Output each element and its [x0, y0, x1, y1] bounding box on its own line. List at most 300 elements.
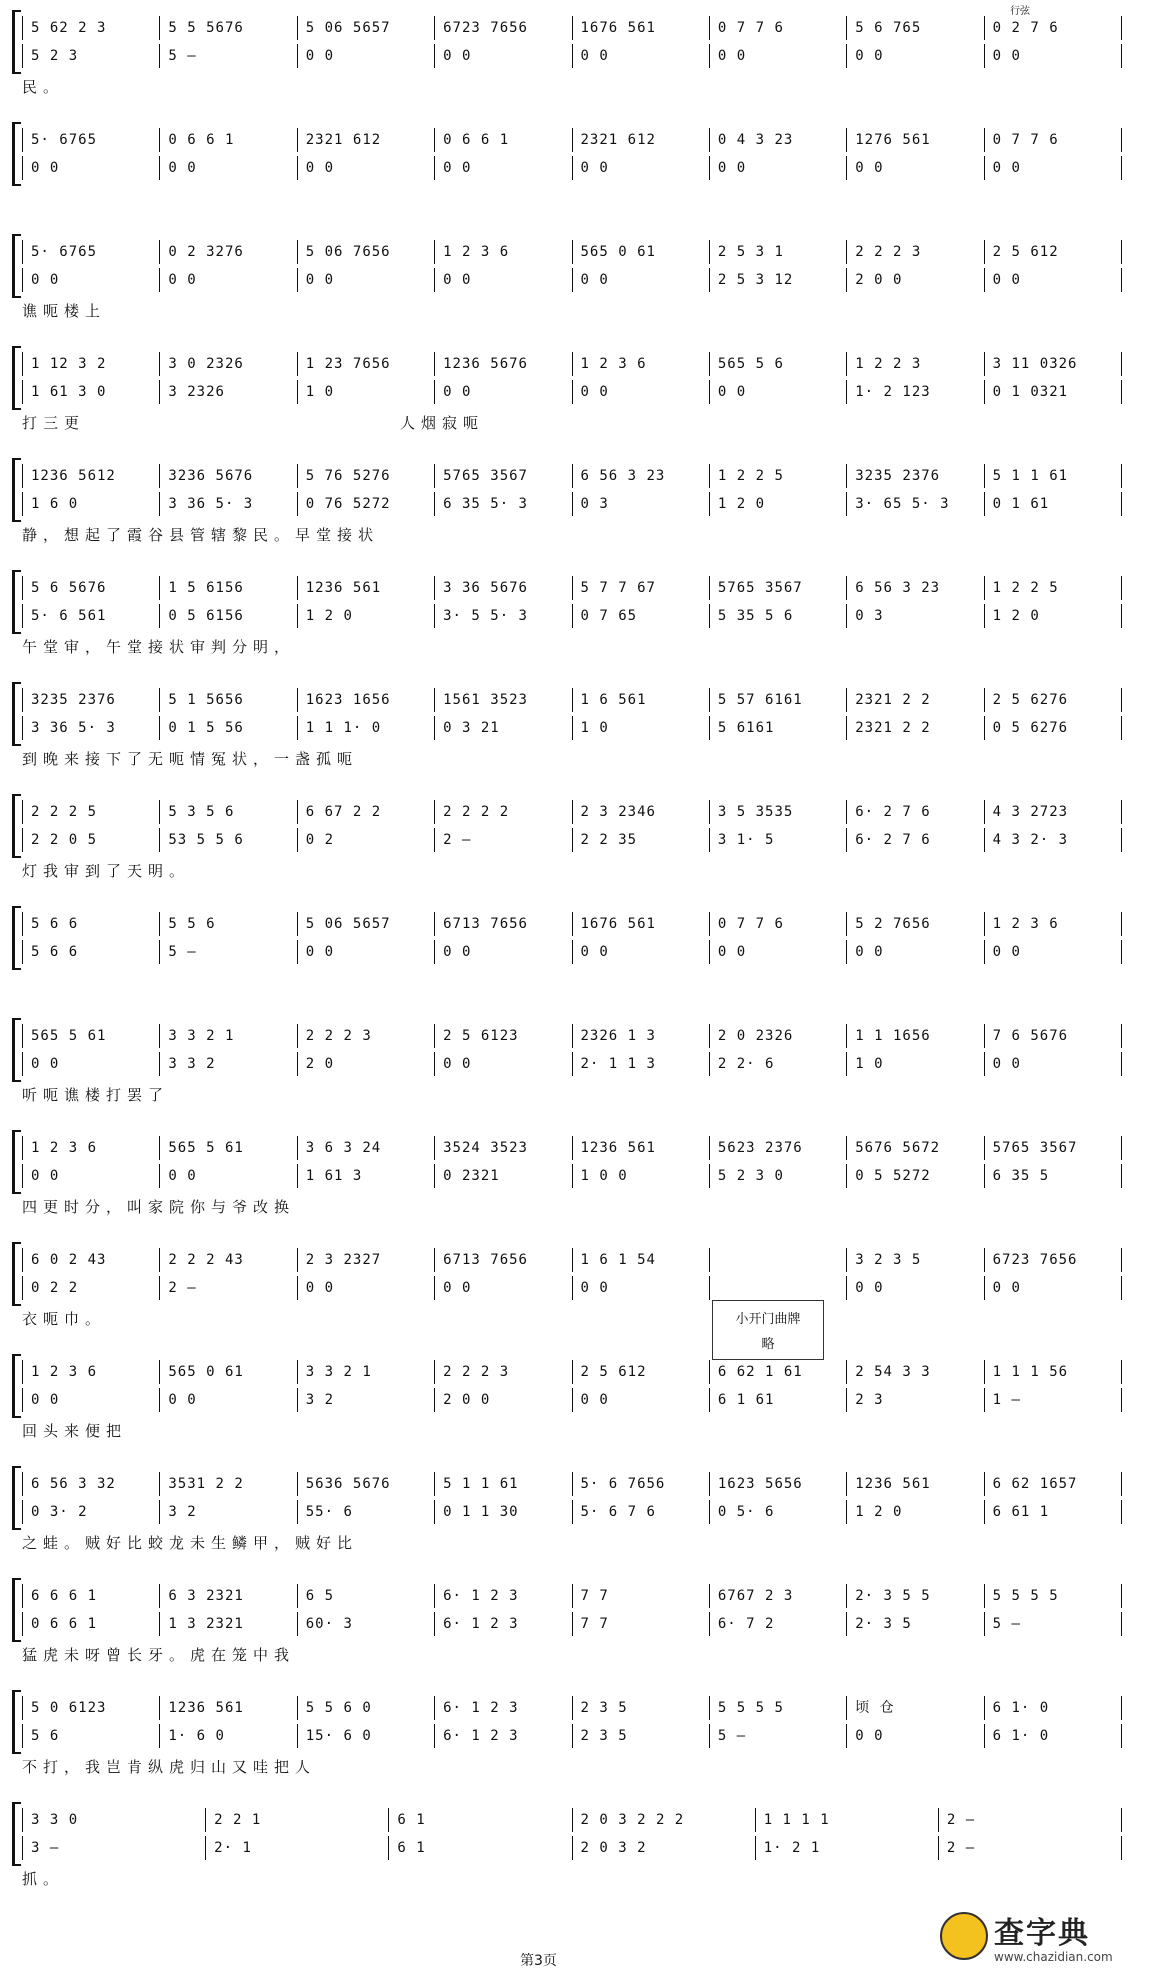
measure: 0 0 [298, 940, 435, 964]
system-brace [12, 346, 21, 410]
lyrics-line: 之蛙。贼好比蛟龙未生鳞甲，贼好比 [22, 1534, 359, 1552]
measure: 1 2 0 [298, 604, 435, 628]
measure: 2 0 2326 [710, 1024, 847, 1048]
staff-system [22, 1130, 1122, 1216]
measure: 0 0 [435, 156, 572, 180]
measure: 6· 1 2 3 [435, 1724, 572, 1748]
measure: 2 3 5 [573, 1696, 710, 1720]
measure: 5· 6765 [23, 128, 160, 152]
measure: 2 2 1 [206, 1808, 389, 1832]
measure: 2321 612 [298, 128, 435, 152]
measure: 1 1 1656 [847, 1024, 984, 1048]
measure: 0 0 [847, 1276, 984, 1300]
measure: 1 61 3 0 [23, 380, 160, 404]
measure: 0 0 [573, 268, 710, 292]
measure: 2 54 3 3 [847, 1360, 984, 1384]
melody-line [22, 1808, 1122, 1832]
measure: 2 2 2 3 [298, 1024, 435, 1048]
measure: 5 1 1 61 [435, 1472, 572, 1496]
measure: 1561 3523 [435, 688, 572, 712]
measure: 1236 561 [847, 1472, 984, 1496]
vocal-line [22, 1612, 1122, 1636]
measure: 5 3 5 6 [160, 800, 297, 824]
measure: 1 3 2321 [160, 1612, 297, 1636]
measure: 1 0 [847, 1052, 984, 1076]
measure: 5 6 6 [23, 912, 160, 936]
staff-system [22, 682, 1122, 768]
measure: 0 0 [435, 268, 572, 292]
measure: 5 – [985, 1612, 1122, 1636]
measure: 3524 3523 [435, 1136, 572, 1160]
melody-line [22, 352, 1122, 376]
measure: 1 2 3 6 [985, 912, 1122, 936]
measure: 5765 3567 [435, 464, 572, 488]
measure: 2 – [939, 1808, 1122, 1832]
measure: 1 23 7656 [298, 352, 435, 376]
measure: 3235 2376 [23, 688, 160, 712]
staff-system [22, 794, 1122, 880]
measure: 2 0 0 [847, 268, 984, 292]
measure: 1 6 1 54 [573, 1248, 710, 1272]
measure: 0 4 3 23 [710, 128, 847, 152]
measure: 5 06 7656 [298, 240, 435, 264]
measure: 5 06 5657 [298, 16, 435, 40]
measure: 2 3 5 [573, 1724, 710, 1748]
measure: 0 0 [298, 268, 435, 292]
measure: 6 67 2 2 [298, 800, 435, 824]
measure: 0 0 [573, 1388, 710, 1412]
staff-system [22, 906, 1122, 966]
measure: 2 2 2 43 [160, 1248, 297, 1272]
measure: 1236 5612 [23, 464, 160, 488]
measure: 6 1 61 [710, 1388, 847, 1412]
measure: 0 1 61 [985, 492, 1122, 516]
measure: 2 2 2 2 [435, 800, 572, 824]
lyrics-line [22, 972, 1122, 994]
measure: 6 6 6 1 [23, 1584, 160, 1608]
measure: 0 3 21 [435, 716, 572, 740]
measure: 0 0 [573, 380, 710, 404]
measure: 5 7 7 67 [573, 576, 710, 600]
measure: 5765 3567 [710, 576, 847, 600]
measure: 5 1 1 61 [985, 464, 1122, 488]
measure: 5623 2376 [710, 1136, 847, 1160]
watermark-url: www.chazidian.com [994, 1950, 1113, 1964]
staff-system [22, 570, 1122, 656]
melody-line [22, 1472, 1122, 1496]
measure: 5 6 [23, 1724, 160, 1748]
measure: 1236 561 [573, 1136, 710, 1160]
measure: 0 0 [23, 156, 160, 180]
measure: 3 3 2 [160, 1052, 297, 1076]
melody-line [22, 1696, 1122, 1720]
lyrics-line: 打三更 人烟寂呃 [22, 414, 485, 432]
melody-line [22, 128, 1122, 152]
measure: 60· 3 [298, 1612, 435, 1636]
vocal-line [22, 380, 1122, 404]
measure: 3 3 2 1 [160, 1024, 297, 1048]
measure: 2321 2 2 [847, 716, 984, 740]
insert-box-note: 略 [761, 1337, 775, 1352]
measure: 3 5 3535 [710, 800, 847, 824]
measure: 2 – [435, 828, 572, 852]
measure: 0 2 2 [23, 1276, 160, 1300]
measure: 2 2 2 3 [847, 240, 984, 264]
measure: 2 5 612 [985, 240, 1122, 264]
measure: 4 3 2723 [985, 800, 1122, 824]
measure: 0 0 [435, 380, 572, 404]
measure: 0 0 [985, 44, 1122, 68]
measure: 1 2 3 6 [435, 240, 572, 264]
measure: 2 2 2 5 [23, 800, 160, 824]
measure: 1276 561 [847, 128, 984, 152]
measure: 1 – [985, 1388, 1122, 1412]
measure: 1676 561 [573, 912, 710, 936]
measure: 5 2 3 0 [710, 1164, 847, 1188]
measure: 3 36 5· 3 [23, 716, 160, 740]
measure: 6 1· 0 [985, 1724, 1122, 1748]
watermark-logo [940, 1904, 1140, 1974]
measure: 2321 2 2 [847, 688, 984, 712]
measure: 5 76 5276 [298, 464, 435, 488]
measure: 2 3 2346 [573, 800, 710, 824]
system-brace [12, 1130, 21, 1194]
measure: 0 3 [847, 604, 984, 628]
measure: 55· 6 [298, 1500, 435, 1524]
measure: 5 1 5656 [160, 688, 297, 712]
vocal-line [22, 492, 1122, 516]
measure: 0 5 6276 [985, 716, 1122, 740]
measure: 1 6 0 [23, 492, 160, 516]
measure: 7 7 [573, 1584, 710, 1608]
vocal-line [22, 1836, 1122, 1860]
measure: 5 6 5676 [23, 576, 160, 600]
vocal-line [22, 716, 1122, 740]
measure: 0 6 6 1 [160, 128, 297, 152]
lyrics-line: 猛虎未呀曾长牙。虎在笼中我 [22, 1646, 296, 1664]
staff-system [22, 346, 1122, 432]
measure: 0 0 [985, 1276, 1122, 1300]
measure: 6 56 3 23 [573, 464, 710, 488]
measure: 2 2 2 3 [435, 1360, 572, 1384]
measure: 0 0 [298, 156, 435, 180]
melody-line [22, 240, 1122, 264]
measure: 0 0 [298, 44, 435, 68]
measure: 2 5 6276 [985, 688, 1122, 712]
measure: 6 1 [389, 1836, 572, 1860]
lyrics-line: 四更时分，叫家院你与爷改换 [22, 1198, 296, 1216]
melody-line [22, 16, 1122, 40]
measure: 1623 1656 [298, 688, 435, 712]
measure: 0 2 7 6 [985, 16, 1122, 40]
staff-system [22, 1354, 1122, 1440]
system-brace [12, 1802, 21, 1866]
measure: 0 2 [298, 828, 435, 852]
measure: 6 62 1657 [985, 1472, 1122, 1496]
measure: 5 6 6 [23, 940, 160, 964]
measure: 2 5 612 [573, 1360, 710, 1384]
measure: 1 2 0 [985, 604, 1122, 628]
measure: 2 5 3 12 [710, 268, 847, 292]
measure: 3 36 5676 [435, 576, 572, 600]
measure: 5 35 5 6 [710, 604, 847, 628]
measure: 1 0 [298, 380, 435, 404]
measure: 1 1 1· 0 [298, 716, 435, 740]
measure: 2 0 [298, 1052, 435, 1076]
lyrics-line: 不打，我岂肯纵虎归山又哇把人 [22, 1758, 317, 1776]
measure: 1 12 3 2 [23, 352, 160, 376]
system-brace [12, 682, 21, 746]
measure: 1· 2 1 [756, 1836, 939, 1860]
measure: 0 3 [573, 492, 710, 516]
measure: 5 – [710, 1724, 847, 1748]
measure: 565 0 61 [573, 240, 710, 264]
measure: 0 0 [847, 940, 984, 964]
measure: 5· 6 7 6 [573, 1500, 710, 1524]
measure: 1· 2 123 [847, 380, 984, 404]
vocal-line [22, 156, 1122, 180]
measure: 1 2 3 6 [23, 1136, 160, 1160]
melody-line [22, 576, 1122, 600]
measure: 1 2 2 3 [847, 352, 984, 376]
measure: 3235 2376 [847, 464, 984, 488]
lyrics-line [22, 188, 1122, 210]
measure: 0 0 [23, 1052, 160, 1076]
measure: 2 0 0 [435, 1388, 572, 1412]
melody-line [22, 1584, 1122, 1608]
measure: 6· 1 2 3 [435, 1696, 572, 1720]
measure: 0 0 [573, 1276, 710, 1300]
measure: 6 35 5· 3 [435, 492, 572, 516]
measure: 2 – [160, 1276, 297, 1300]
lyrics-line: 听呃谯楼打罢了 [22, 1086, 170, 1104]
measure: 0 0 [847, 156, 984, 180]
measure: 565 5 61 [23, 1024, 160, 1048]
measure: 2 5 3 1 [710, 240, 847, 264]
measure: 顷 仓 [847, 1696, 984, 1720]
measure: 6· 2 7 6 [847, 828, 984, 852]
measure: 565 5 61 [160, 1136, 297, 1160]
measure: 6· 7 2 [710, 1612, 847, 1636]
measure: 3 36 5· 3 [160, 492, 297, 516]
measure: 0 0 [435, 44, 572, 68]
measure: 2321 612 [573, 128, 710, 152]
measure: 1 61 3 [298, 1164, 435, 1188]
staff-system [22, 458, 1122, 544]
measure: 0 6 6 1 [23, 1612, 160, 1636]
vocal-line [22, 1724, 1122, 1748]
measure: 0 0 [160, 156, 297, 180]
measure: 2 3 [847, 1388, 984, 1412]
measure: 3 2 [160, 1500, 297, 1524]
measure: 0 0 [710, 156, 847, 180]
lyrics-line: 谯呃楼上 [22, 302, 107, 320]
measure: 0 2321 [435, 1164, 572, 1188]
measure: 5 5 5 5 [710, 1696, 847, 1720]
lyrics-line: 衣呃巾。 [22, 1310, 107, 1328]
melody-line [22, 1024, 1122, 1048]
measure: 5 – [160, 940, 297, 964]
measure: 0 76 5272 [298, 492, 435, 516]
header-note: 行弦 [1010, 6, 1030, 17]
system-brace [12, 1578, 21, 1642]
measure: 5 2 3 [23, 44, 160, 68]
measure: 565 0 61 [160, 1360, 297, 1384]
measure: 2· 3 5 [847, 1612, 984, 1636]
staff-system [22, 1802, 1122, 1888]
measure: 4 3 2· 3 [985, 828, 1122, 852]
measure: 15· 6 0 [298, 1724, 435, 1748]
measure: 1236 5676 [435, 352, 572, 376]
measure: 0 6 6 1 [435, 128, 572, 152]
measure: 1 6 561 [573, 688, 710, 712]
system-brace [12, 906, 21, 970]
system-brace [12, 1242, 21, 1306]
measure: 0 5 5272 [847, 1164, 984, 1188]
measure: 0 0 [160, 1388, 297, 1412]
vocal-line [22, 1388, 1122, 1412]
measure: 0 0 [435, 1276, 572, 1300]
measure: 2 2· 6 [710, 1052, 847, 1076]
measure: 7 7 [573, 1612, 710, 1636]
system-brace [12, 1354, 21, 1418]
melody-line [22, 1360, 1122, 1384]
measure: 1 0 0 [573, 1164, 710, 1188]
measure: 2 3 2327 [298, 1248, 435, 1272]
measure: 1 2 0 [847, 1500, 984, 1524]
measure: 3236 5676 [160, 464, 297, 488]
measure: 5· 6 561 [23, 604, 160, 628]
measure: 2 2 35 [573, 828, 710, 852]
vocal-line [22, 268, 1122, 292]
measure: 6 1 [389, 1808, 572, 1832]
measure: 0 0 [435, 940, 572, 964]
vocal-line [22, 940, 1122, 964]
measure: 5 5 5 5 [985, 1584, 1122, 1608]
measure: 6 62 1 61 [710, 1360, 847, 1384]
measure: 1 2 2 5 [985, 576, 1122, 600]
staff-system [22, 1690, 1122, 1776]
measure: 1 2 3 6 [573, 352, 710, 376]
vocal-line [22, 1164, 1122, 1188]
measure: 6 1· 0 [985, 1696, 1122, 1720]
measure: 2 2 0 5 [23, 828, 160, 852]
system-brace [12, 1690, 21, 1754]
measure: 6 35 5 [985, 1164, 1122, 1188]
measure: 1 0 [573, 716, 710, 740]
measure: 6 56 3 23 [847, 576, 984, 600]
measure: 0 5 6156 [160, 604, 297, 628]
lyrics-line: 民。 [22, 78, 65, 96]
measure: 1236 561 [298, 576, 435, 600]
measure: 5 06 5657 [298, 912, 435, 936]
measure: 5765 3567 [985, 1136, 1122, 1160]
measure: 0 0 [23, 1164, 160, 1188]
measure: 0 7 7 6 [710, 912, 847, 936]
system-brace [12, 1018, 21, 1082]
measure: 1· 6 0 [160, 1724, 297, 1748]
measure: 5 6 765 [847, 16, 984, 40]
measure [710, 1248, 847, 1272]
measure: 5636 5676 [298, 1472, 435, 1496]
measure: 0 0 [985, 268, 1122, 292]
measure: 6767 2 3 [710, 1584, 847, 1608]
measure: 6 3 2321 [160, 1584, 297, 1608]
staff-system [22, 122, 1122, 182]
measure: 5 5 6 [160, 912, 297, 936]
measure: 2· 1 1 3 [573, 1052, 710, 1076]
measure: 5 62 2 3 [23, 16, 160, 40]
vocal-line [22, 1052, 1122, 1076]
measure: 0 1 0321 [985, 380, 1122, 404]
measure: 3 6 3 24 [298, 1136, 435, 1160]
page-number: 第3页 [520, 1953, 557, 1969]
measure: 6713 7656 [435, 1248, 572, 1272]
staff-system [22, 10, 1122, 96]
measure: 3 0 2326 [160, 352, 297, 376]
measure: 0 0 [573, 940, 710, 964]
lyrics-line: 回头来便把 [22, 1422, 128, 1440]
system-brace [12, 122, 21, 186]
measure: 3 – [23, 1836, 206, 1860]
measure: 1 2 0 [710, 492, 847, 516]
vocal-line [22, 828, 1122, 852]
measure: 7 6 5676 [985, 1024, 1122, 1048]
measure: 6 0 2 43 [23, 1248, 160, 1272]
measure: 5 5 6 0 [298, 1696, 435, 1720]
vocal-line [22, 1276, 1122, 1300]
measure: 0 0 [847, 44, 984, 68]
measure: 1 2 2 5 [710, 464, 847, 488]
measure: 5 6161 [710, 716, 847, 740]
measure: 5676 5672 [847, 1136, 984, 1160]
system-brace [12, 458, 21, 522]
melody-line [22, 464, 1122, 488]
measure: 0 7 7 6 [710, 16, 847, 40]
measure: 5· 6765 [23, 240, 160, 264]
measure: 6723 7656 [435, 16, 572, 40]
measure: 6· 2 7 6 [847, 800, 984, 824]
measure: 2 5 6123 [435, 1024, 572, 1048]
measure [710, 1276, 847, 1300]
measure: 3531 2 2 [160, 1472, 297, 1496]
measure: 0 0 [23, 268, 160, 292]
measure: 5 – [160, 44, 297, 68]
lyrics-line: 午堂审，午堂接状审判分明， [22, 638, 296, 656]
measure: 3 2 3 5 [847, 1248, 984, 1272]
measure: 1 2 3 6 [23, 1360, 160, 1384]
melody-line [22, 1248, 1122, 1272]
staff-system [22, 1018, 1122, 1104]
measure: 1236 561 [160, 1696, 297, 1720]
measure: 0 7 65 [573, 604, 710, 628]
measure: 2 0 3 2 2 2 [573, 1808, 756, 1832]
measure: 5· 6 7656 [573, 1472, 710, 1496]
system-brace [12, 794, 21, 858]
measure: 0 0 [710, 44, 847, 68]
system-brace [12, 234, 21, 298]
measure: 0 0 [160, 268, 297, 292]
measure: 1 1 1 56 [985, 1360, 1122, 1384]
system-brace [12, 1466, 21, 1530]
measure: 0 0 [710, 380, 847, 404]
measure: 6713 7656 [435, 912, 572, 936]
mascot-icon [940, 1912, 988, 1960]
measure: 6· 1 2 3 [435, 1612, 572, 1636]
measure: 3 2 [298, 1388, 435, 1412]
measure: 1623 5656 [710, 1472, 847, 1496]
melody-line [22, 912, 1122, 936]
